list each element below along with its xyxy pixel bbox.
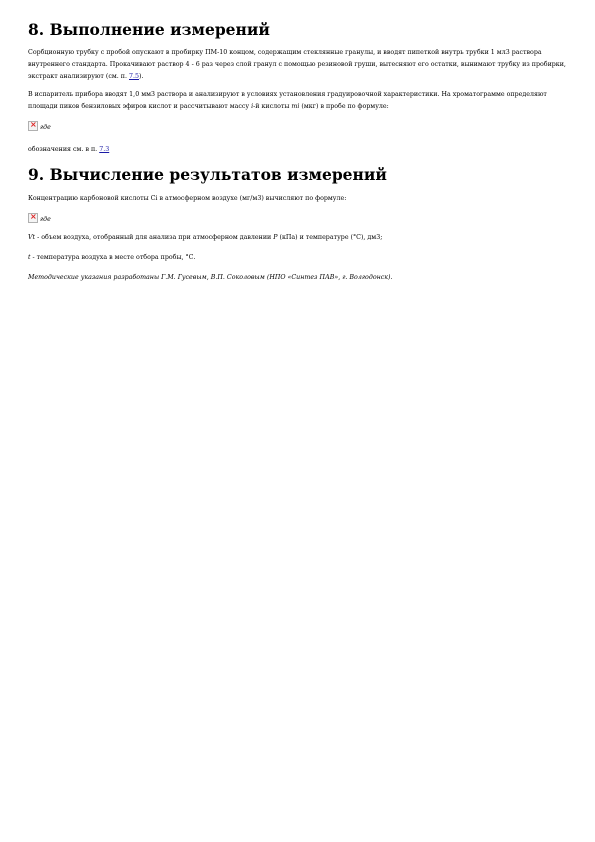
broken-image-icon: × (30, 212, 37, 221)
section-8-paragraph-1-end: ). (139, 73, 144, 80)
t-symbol: t (28, 254, 31, 261)
t-text: - температура воздуха в месте отбора пробы, °С. (30, 254, 196, 261)
section-8-notation (28, 144, 567, 156)
mass-variable: mi (291, 103, 300, 110)
authors-note: Методические указания разработаны Г.М. Гусевым, В.П. Соколовым (НПО «Синтез ПАВ», г. Волгодонск). (28, 274, 393, 281)
vt-text: - объем воздуха, отобранный для анализа при атмосферном давлении (35, 234, 274, 241)
section-9-formula-line (28, 213, 567, 226)
broken-image-icon: × (30, 120, 37, 129)
link-7-5[interactable]: 7.5 (129, 73, 140, 80)
formula-where-label: где (40, 124, 51, 131)
index-variable-i: i (251, 103, 254, 110)
section-8-paragraph-2-end: (мкг) в пробе по формуле: (299, 103, 389, 110)
section-8-formula-line (28, 121, 567, 134)
pressure-symbol: P (273, 234, 278, 241)
section-8-paragraph-2-text: В испаритель прибора вводят 1,0 мм3 раствора и анализируют в условиях установления градуировочной характеристики. На хроматограмме определяют площади пиков бензиловых эфиров кислот и рассчитывают массу (28, 91, 547, 110)
notation-text: обозначения см. в п. (28, 146, 100, 153)
section-8-paragraph-2 (28, 89, 567, 113)
section-9-paragraph-1: Концентрацию карбоновой кислоты Сi в атмосферном воздухе (мг/м3) вычисляют по формуле: (28, 195, 347, 202)
vt-symbol: Vt (28, 234, 36, 241)
link-7-3[interactable]: 7.3 (99, 146, 110, 153)
section-8-heading: 8. Выполнение измерений (28, 20, 270, 39)
vt-text-2: (кПа) и температуре (°С), дм3; (277, 234, 383, 241)
section-8-paragraph-1 (28, 47, 567, 83)
t-definition (28, 252, 567, 264)
section-9-heading: 9. Вычисление результатов измерений (28, 165, 387, 184)
vt-definition (28, 232, 567, 244)
section-8-paragraph-2-mid: -й кислоты (253, 103, 292, 110)
formula-where-label: где (40, 216, 51, 223)
section-8-paragraph-1-text: Сорбционную трубку с пробой опускают в пробирку ПМ-10 концом, содержащим стеклянные гранулы, и вводят пипеткой внутрь трубки 1 мл3 раствора внутреннего стандарта. Прокачивают раствор 4 - 6 раз через слой гранул с помощью резиновой груши, вытесняют его остатки, вынимают трубку из пробирки, экстракт анализируют (см. п. (28, 49, 566, 80)
